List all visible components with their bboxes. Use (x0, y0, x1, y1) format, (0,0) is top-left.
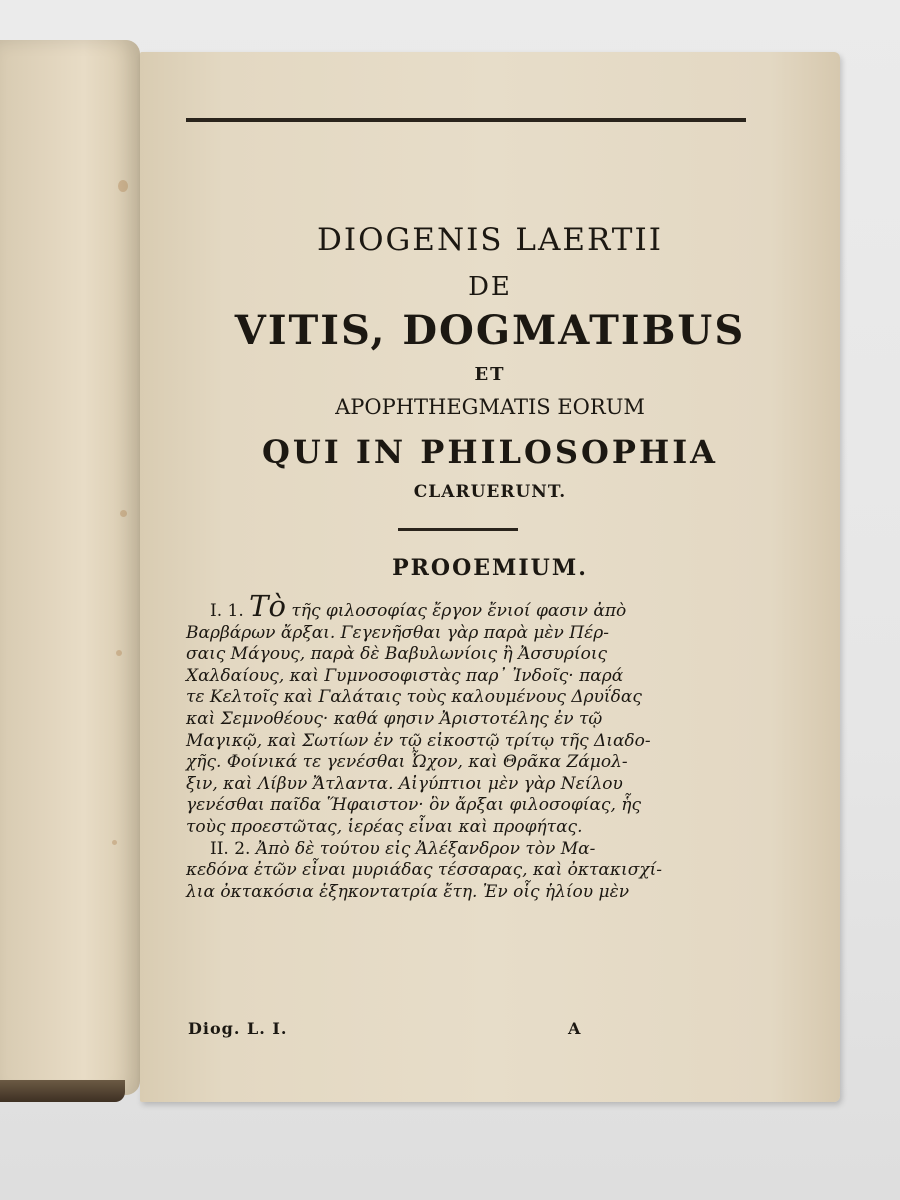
paragraph-marker: II. 2. (210, 838, 251, 859)
text-line: Χαλδαίους, καὶ Γυμνοσοφιστὰς παρ᾽ Ἰνδοῖς· παρά (186, 665, 624, 686)
text-line: σαις Μάγους, παρὰ δὲ Βαβυλωνίοις ἢ Ἀσσυρίοις (186, 644, 607, 665)
title-vitis: VITIS, DOGMATIBUS (234, 307, 746, 354)
text-line: II. 2. Ἀπὸ δὲ τούτου εἰς Ἀλέξανδρον τὸν Μα- (210, 838, 596, 859)
section-rule (398, 528, 518, 531)
left-page (0, 40, 140, 1095)
text-line: τε Κελτοῖς καὶ Γαλάταις τοὺς καλουμένους Δρυΐδας (186, 687, 642, 708)
foxing-spot (118, 180, 128, 192)
title-claruerunt: CLARUERUNT. (413, 482, 567, 502)
title-de: DE (468, 272, 512, 302)
text-line: γενέσθαι παῖδα Ἥφαιστον· ὃν ἄρξαι φιλοσοφίας, ἧς (186, 795, 641, 816)
text-line: λια ὀκτακόσια ἑξηκοντατρία ἔτη. Ἐν οἷς ἡλίου μὲν (186, 881, 630, 902)
text-line: ξιν, καὶ Λίβυν Ἄτλαντα. Αἰγύπτιοι μὲν γὰρ Νείλου (186, 773, 623, 794)
text-line: καὶ Σεμνοθέους· καθά φησιν Ἀριστοτέλης ἐν τῷ (186, 708, 603, 729)
book-page (140, 52, 840, 1102)
title-et: ET (474, 364, 506, 385)
paragraph-marker: I. 1. (210, 601, 244, 621)
foxing-spot (116, 650, 122, 656)
section-heading: PROOEMIUM. (392, 555, 588, 581)
text-line: κεδόνα ἐτῶν εἶναι μυριάδας τέσσαρας, καὶ ὀκτακισχί- (186, 860, 663, 881)
running-title: Diog. L. I. (188, 1019, 288, 1038)
foxing-spot (120, 510, 127, 517)
text-line: χῆς. Φοίνικά τε γενέσθαι Ὦχον, καὶ Θρᾶκα Ζάμολ- (186, 752, 628, 773)
page-footer (188, 1019, 608, 1041)
text-line: Μαγικῷ, καὶ Σωτίων ἐν τῷ εἰκοστῷ τρίτῳ τῆς Διαδο- (186, 730, 651, 751)
title-qui-in-philosophia: QUI IN PHILOSOPHIA (262, 433, 718, 471)
text-line: Βαρβάρων ἄρξαι. Γεγενῆσθαι γὰρ παρὰ μὲν Πέρ- (186, 622, 609, 643)
text-line: I. 1. Τὸ τῆς φιλοσοφίας ἔργον ἔνιοί φασιν ἀπὸ (210, 589, 627, 623)
initial-word: Τὸ (249, 589, 286, 623)
book-cover-edge (0, 1080, 125, 1102)
top-rule (186, 118, 746, 122)
body-text (186, 589, 756, 903)
text-line: τοὺς προεστῶτας, ἱερέας εἶναι καὶ προφήτας. (186, 816, 583, 837)
signature-mark: A (568, 1019, 582, 1038)
foxing-spot (112, 840, 117, 845)
title-author: DIOGENIS LAERTII (317, 222, 663, 258)
title-apophthegmatis: APOPHTHEGMATIS EORUM (335, 395, 645, 419)
